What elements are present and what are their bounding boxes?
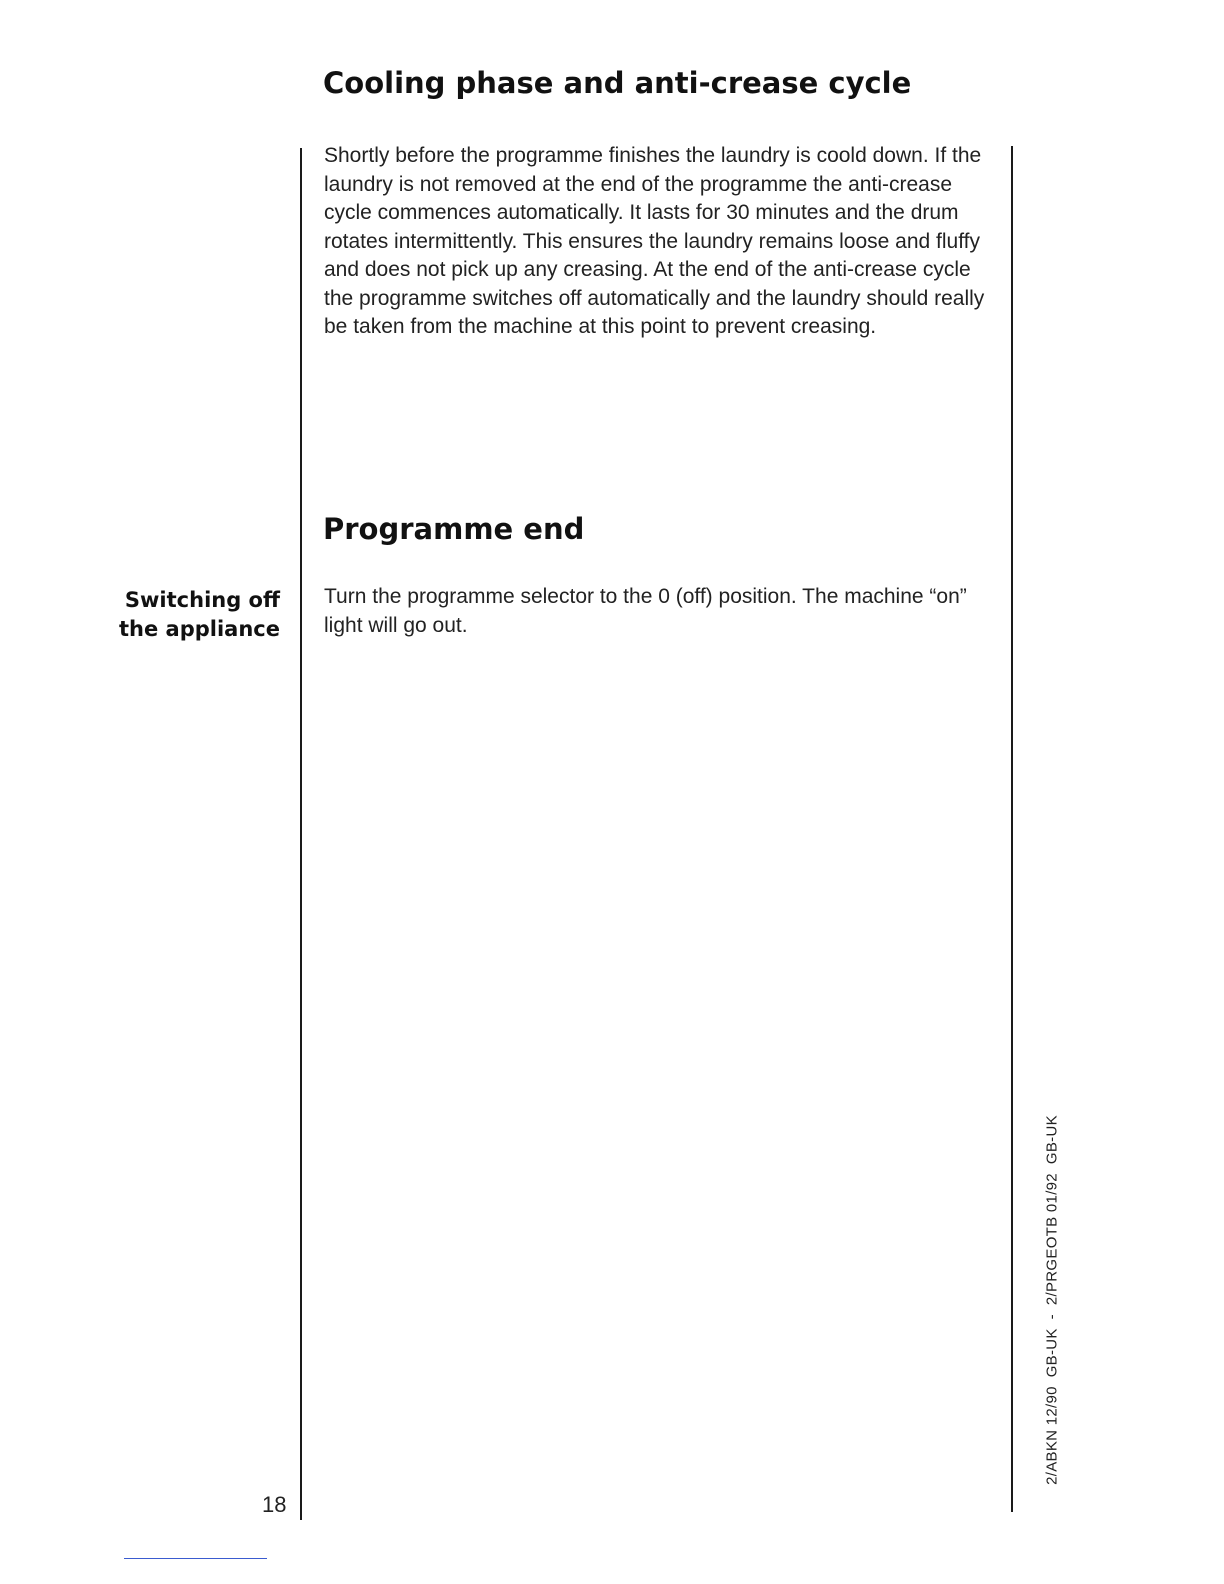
side-label-line-2: the appliance (119, 616, 280, 641)
right-column-rule (1011, 146, 1013, 1512)
left-column-rule (300, 148, 302, 1520)
side-label-line-1: Switching off (124, 588, 280, 612)
programme-end-heading: Programme end (323, 512, 585, 546)
switching-off-side-label (60, 586, 280, 643)
cooling-section-heading: Cooling phase and anti-crease cycle (323, 66, 912, 100)
bottom-edge-line (124, 1558, 267, 1559)
cooling-section-text: Shortly before the programme finishes the laundry is coold down. If the laundry is not removed at the end of the programme the anti-crease cycle commences automatically. It lasts for 30 minutes and the drum rotates intermittently. This ensures the laundry remains loose and fluffy and does not pick up any creasing. At the end of the anti-crease cycle the programme switches off automatically and the laundry should really be taken from the machine at this point to prevent creasing. (324, 144, 985, 338)
document-code-vertical: 2/ABKN 12/90 GB-UK - 2/PRGEOTB 01/92 GB-UK (1043, 1115, 1061, 1485)
programme-end-text: Turn the programme selector to the 0 (off) position. The machine “on” light will go out. (324, 585, 967, 637)
page-number: 18 (262, 1492, 287, 1517)
